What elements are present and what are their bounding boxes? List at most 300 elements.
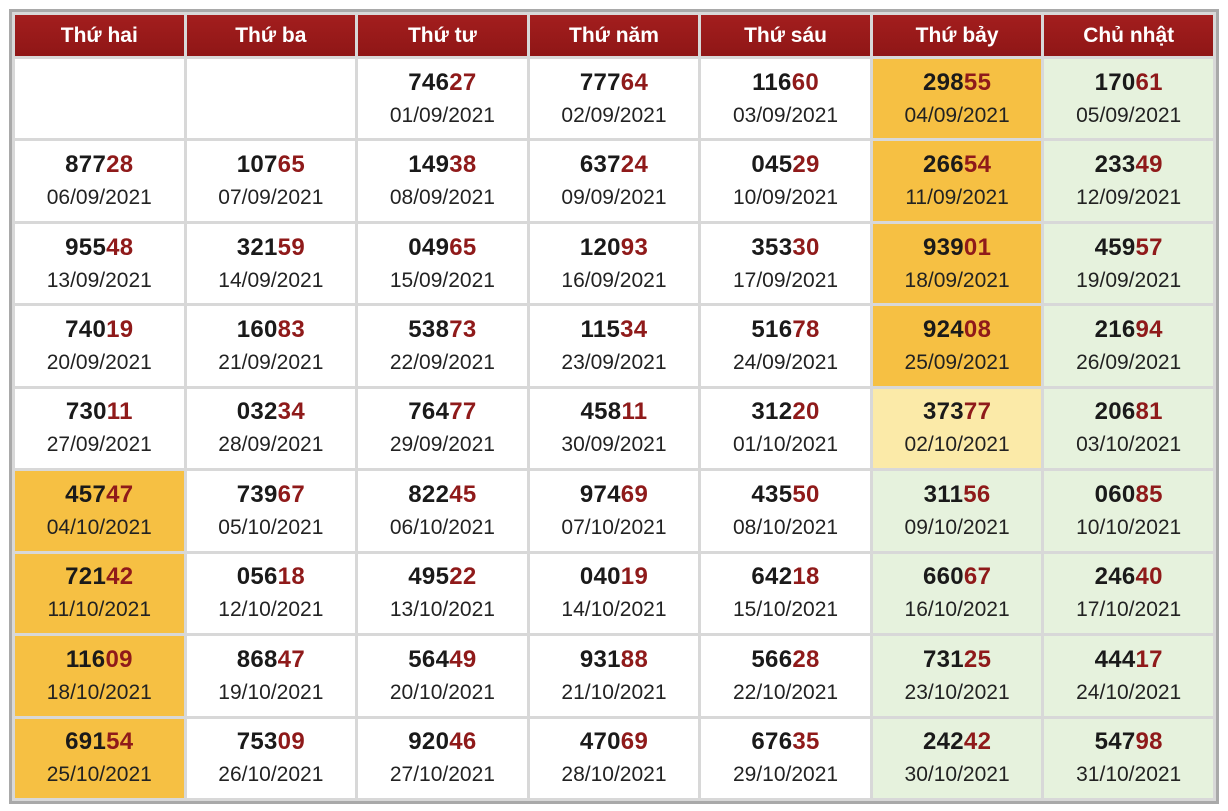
day-cell bbox=[1044, 389, 1213, 468]
calendar-body bbox=[15, 59, 1213, 798]
result-tail-digits: 83 bbox=[277, 316, 305, 344]
result-tail-digits: 47 bbox=[277, 645, 305, 673]
result-lead-digits: 730 bbox=[65, 398, 107, 426]
result-tail-digits: 24 bbox=[620, 151, 649, 179]
result-lead-digits: 564 bbox=[408, 645, 450, 673]
result-number bbox=[187, 563, 356, 591]
result-date: 29/10/2021 bbox=[732, 763, 839, 787]
result-tail-digits: 25 bbox=[963, 645, 992, 673]
result-date: 08/09/2021 bbox=[389, 186, 495, 210]
result-date: 24/09/2021 bbox=[732, 351, 839, 375]
result-date: 13/10/2021 bbox=[389, 598, 495, 622]
result-lead-digits: 547 bbox=[1094, 728, 1136, 756]
day-cell bbox=[873, 59, 1042, 138]
result-date: 18/10/2021 bbox=[46, 680, 152, 704]
week-row bbox=[15, 554, 1213, 633]
result-number bbox=[358, 563, 527, 591]
result-tail-digits: 11 bbox=[106, 398, 133, 426]
result-number bbox=[873, 646, 1042, 674]
result-date: 24/10/2021 bbox=[1076, 680, 1182, 704]
day-cell bbox=[701, 141, 870, 220]
result-lead-digits: 746 bbox=[408, 68, 450, 96]
day-cell bbox=[187, 306, 356, 385]
result-tail-digits: 28 bbox=[792, 645, 820, 673]
result-number bbox=[873, 728, 1042, 756]
result-tail-digits: 34 bbox=[277, 398, 305, 426]
result-tail-digits: 46 bbox=[449, 728, 477, 756]
result-lead-digits: 216 bbox=[1094, 316, 1136, 344]
result-tail-digits: 98 bbox=[1135, 728, 1163, 756]
result-tail-digits: 40 bbox=[1135, 563, 1163, 591]
header-wednesday: Thứ tư bbox=[358, 15, 527, 56]
result-lead-digits: 045 bbox=[751, 151, 793, 179]
result-date: 29/09/2021 bbox=[389, 433, 495, 457]
result-tail-digits: 19 bbox=[620, 563, 649, 591]
day-cell bbox=[1044, 636, 1213, 715]
result-number bbox=[187, 234, 356, 262]
header-tuesday: Thứ ba bbox=[187, 15, 356, 56]
result-tail-digits: 34 bbox=[620, 316, 648, 344]
result-date: 16/10/2021 bbox=[904, 598, 1010, 622]
result-lead-digits: 691 bbox=[65, 728, 107, 756]
day-cell bbox=[530, 719, 699, 799]
result-lead-digits: 566 bbox=[751, 645, 793, 673]
result-date: 30/09/2021 bbox=[561, 433, 667, 457]
result-tail-digits: 85 bbox=[1135, 480, 1163, 508]
result-lead-digits: 642 bbox=[751, 563, 793, 591]
result-lead-digits: 170 bbox=[1094, 68, 1136, 96]
result-lead-digits: 246 bbox=[1094, 563, 1136, 591]
result-date: 17/09/2021 bbox=[732, 268, 839, 292]
result-lead-digits: 149 bbox=[408, 151, 450, 179]
result-lead-digits: 660 bbox=[922, 563, 964, 591]
week-row bbox=[15, 224, 1213, 303]
result-lead-digits: 637 bbox=[579, 151, 621, 179]
result-lead-digits: 321 bbox=[236, 233, 278, 261]
day-cell bbox=[358, 141, 527, 220]
result-lead-digits: 868 bbox=[236, 645, 278, 673]
day-cell bbox=[187, 554, 356, 633]
result-date: 09/09/2021 bbox=[561, 186, 667, 210]
header-thursday: Thứ năm bbox=[530, 15, 699, 56]
result-tail-digits: 77 bbox=[449, 398, 477, 426]
result-number bbox=[1044, 728, 1213, 756]
result-date: 22/10/2021 bbox=[732, 680, 839, 704]
result-lead-digits: 160 bbox=[236, 316, 278, 344]
empty-day-cell bbox=[15, 59, 184, 138]
result-date: 22/09/2021 bbox=[389, 351, 495, 375]
result-lead-digits: 120 bbox=[579, 233, 621, 261]
result-number bbox=[1044, 316, 1213, 344]
result-date: 02/09/2021 bbox=[561, 103, 667, 127]
header-saturday: Thứ bảy bbox=[873, 15, 1042, 56]
result-tail-digits: 93 bbox=[620, 233, 649, 261]
day-cell bbox=[187, 636, 356, 715]
result-lead-digits: 298 bbox=[922, 68, 964, 96]
result-tail-digits: 18 bbox=[792, 563, 820, 591]
day-cell bbox=[530, 554, 699, 633]
result-lead-digits: 435 bbox=[751, 480, 793, 508]
result-number bbox=[358, 398, 527, 426]
result-lead-digits: 955 bbox=[65, 233, 107, 261]
result-number bbox=[873, 316, 1042, 344]
result-lead-digits: 458 bbox=[580, 398, 622, 426]
result-lead-digits: 266 bbox=[922, 151, 964, 179]
week-row bbox=[15, 59, 1213, 138]
result-number bbox=[873, 69, 1042, 97]
result-number bbox=[701, 481, 870, 509]
day-cell bbox=[701, 719, 870, 799]
result-tail-digits: 64 bbox=[620, 68, 649, 96]
result-date: 30/10/2021 bbox=[904, 763, 1010, 787]
result-tail-digits: 88 bbox=[620, 645, 649, 673]
result-tail-digits: 30 bbox=[792, 233, 820, 261]
result-number bbox=[701, 563, 870, 591]
day-cell bbox=[358, 389, 527, 468]
result-lead-digits: 242 bbox=[922, 728, 964, 756]
result-date: 26/10/2021 bbox=[218, 763, 324, 787]
result-tail-digits: 65 bbox=[449, 233, 477, 261]
result-tail-digits: 56 bbox=[963, 480, 991, 508]
result-number bbox=[530, 398, 699, 426]
day-cell bbox=[701, 389, 870, 468]
result-tail-digits: 35 bbox=[792, 728, 820, 756]
result-lead-digits: 373 bbox=[922, 398, 964, 426]
result-number bbox=[530, 481, 699, 509]
result-lead-digits: 740 bbox=[65, 316, 107, 344]
result-lead-digits: 753 bbox=[236, 728, 278, 756]
day-cell bbox=[530, 59, 699, 138]
result-lead-digits: 353 bbox=[751, 233, 793, 261]
result-date: 11/09/2021 bbox=[905, 186, 1009, 210]
result-tail-digits: 11 bbox=[621, 398, 648, 426]
result-date: 26/09/2021 bbox=[1076, 351, 1182, 375]
result-date: 05/10/2021 bbox=[218, 515, 324, 539]
result-number bbox=[15, 316, 184, 344]
result-number bbox=[530, 151, 699, 179]
result-tail-digits: 50 bbox=[792, 480, 820, 508]
result-lead-digits: 920 bbox=[408, 728, 450, 756]
day-cell bbox=[701, 59, 870, 138]
result-number bbox=[15, 728, 184, 756]
result-date: 05/09/2021 bbox=[1076, 103, 1182, 127]
result-tail-digits: 29 bbox=[792, 151, 820, 179]
result-lead-digits: 311 bbox=[923, 480, 964, 508]
day-cell bbox=[358, 719, 527, 799]
day-cell bbox=[1044, 554, 1213, 633]
result-lead-digits: 924 bbox=[922, 316, 964, 344]
result-date: 03/09/2021 bbox=[732, 103, 839, 127]
result-tail-digits: 48 bbox=[106, 233, 134, 261]
day-cell bbox=[187, 389, 356, 468]
week-row bbox=[15, 471, 1213, 550]
result-date: 23/09/2021 bbox=[561, 351, 667, 375]
result-date: 04/10/2021 bbox=[46, 515, 152, 539]
result-lead-digits: 115 bbox=[580, 316, 621, 344]
result-tail-digits: 67 bbox=[277, 480, 305, 508]
result-date: 07/10/2021 bbox=[561, 515, 667, 539]
result-number bbox=[358, 69, 527, 97]
result-tail-digits: 54 bbox=[963, 151, 992, 179]
week-row bbox=[15, 719, 1213, 799]
empty-day-cell bbox=[187, 59, 356, 138]
result-lead-digits: 495 bbox=[408, 563, 450, 591]
result-lead-digits: 457 bbox=[65, 480, 107, 508]
result-tail-digits: 45 bbox=[449, 480, 477, 508]
result-lead-digits: 822 bbox=[408, 480, 450, 508]
result-number bbox=[873, 234, 1042, 262]
day-cell bbox=[530, 224, 699, 303]
result-number bbox=[15, 646, 184, 674]
day-cell bbox=[358, 59, 527, 138]
day-cell bbox=[15, 141, 184, 220]
header-sunday: Chủ nhật bbox=[1044, 15, 1213, 56]
result-tail-digits: 09 bbox=[105, 645, 133, 673]
result-lead-digits: 470 bbox=[579, 728, 621, 756]
day-cell bbox=[358, 224, 527, 303]
result-date: 20/10/2021 bbox=[389, 680, 495, 704]
day-cell bbox=[1044, 306, 1213, 385]
result-number bbox=[530, 234, 699, 262]
result-date: 19/10/2021 bbox=[218, 680, 324, 704]
day-cell bbox=[187, 471, 356, 550]
result-date: 06/09/2021 bbox=[46, 186, 152, 210]
header-monday: Thứ hai bbox=[15, 15, 184, 56]
result-date: 28/09/2021 bbox=[218, 433, 324, 457]
result-date: 19/09/2021 bbox=[1076, 268, 1182, 292]
result-number bbox=[873, 481, 1042, 509]
result-number bbox=[1044, 398, 1213, 426]
result-tail-digits: 18 bbox=[277, 563, 305, 591]
result-date: 10/10/2021 bbox=[1076, 515, 1182, 539]
day-cell bbox=[701, 224, 870, 303]
result-tail-digits: 09 bbox=[277, 728, 305, 756]
result-number bbox=[187, 728, 356, 756]
result-date: 17/10/2021 bbox=[1076, 598, 1182, 622]
result-tail-digits: 69 bbox=[620, 728, 649, 756]
result-number bbox=[1044, 151, 1213, 179]
result-tail-digits: 78 bbox=[792, 316, 820, 344]
result-number bbox=[873, 398, 1042, 426]
result-date: 25/10/2021 bbox=[46, 763, 152, 787]
day-cell bbox=[15, 306, 184, 385]
result-lead-digits: 060 bbox=[1094, 480, 1136, 508]
result-number bbox=[358, 481, 527, 509]
day-cell bbox=[15, 636, 184, 715]
result-date: 31/10/2021 bbox=[1076, 763, 1182, 787]
header-friday: Thứ sáu bbox=[701, 15, 870, 56]
result-tail-digits: 77 bbox=[963, 398, 992, 426]
result-tail-digits: 60 bbox=[791, 68, 819, 96]
result-tail-digits: 73 bbox=[449, 316, 477, 344]
result-date: 21/10/2021 bbox=[561, 680, 667, 704]
result-date: 12/10/2021 bbox=[218, 598, 324, 622]
result-tail-digits: 19 bbox=[106, 316, 134, 344]
result-number bbox=[530, 563, 699, 591]
day-cell bbox=[358, 636, 527, 715]
week-row bbox=[15, 389, 1213, 468]
result-tail-digits: 01 bbox=[963, 233, 992, 261]
result-date: 23/10/2021 bbox=[904, 680, 1010, 704]
result-number bbox=[1044, 481, 1213, 509]
day-cell bbox=[15, 224, 184, 303]
result-number bbox=[187, 316, 356, 344]
day-cell bbox=[15, 719, 184, 799]
result-tail-digits: 08 bbox=[963, 316, 992, 344]
day-cell bbox=[873, 719, 1042, 799]
result-tail-digits: 69 bbox=[620, 480, 649, 508]
result-number bbox=[701, 151, 870, 179]
result-lead-digits: 939 bbox=[922, 233, 964, 261]
result-date: 16/09/2021 bbox=[561, 268, 667, 292]
result-tail-digits: 59 bbox=[277, 233, 305, 261]
result-date: 14/10/2021 bbox=[561, 598, 667, 622]
weekday-header-row bbox=[15, 15, 1213, 56]
result-tail-digits: 27 bbox=[449, 68, 477, 96]
result-tail-digits: 17 bbox=[1135, 645, 1163, 673]
result-date: 20/09/2021 bbox=[46, 351, 152, 375]
result-date: 27/10/2021 bbox=[389, 763, 495, 787]
result-date: 01/10/2021 bbox=[732, 433, 839, 457]
result-number bbox=[873, 151, 1042, 179]
result-date: 21/09/2021 bbox=[218, 351, 324, 375]
result-tail-digits: 28 bbox=[106, 151, 134, 179]
result-lead-digits: 040 bbox=[579, 563, 621, 591]
result-tail-digits: 49 bbox=[1135, 151, 1163, 179]
result-tail-digits: 42 bbox=[963, 728, 992, 756]
result-number bbox=[187, 398, 356, 426]
result-date: 07/09/2021 bbox=[218, 186, 324, 210]
result-lead-digits: 739 bbox=[236, 480, 278, 508]
day-cell bbox=[530, 471, 699, 550]
result-date: 14/09/2021 bbox=[218, 268, 324, 292]
day-cell bbox=[358, 554, 527, 633]
day-cell bbox=[1044, 141, 1213, 220]
day-cell bbox=[358, 471, 527, 550]
result-lead-digits: 731 bbox=[922, 645, 964, 673]
result-date: 15/09/2021 bbox=[389, 268, 495, 292]
result-date: 25/09/2021 bbox=[904, 351, 1010, 375]
result-lead-digits: 931 bbox=[579, 645, 621, 673]
result-lead-digits: 107 bbox=[236, 151, 278, 179]
result-number bbox=[358, 316, 527, 344]
result-number bbox=[187, 646, 356, 674]
day-cell bbox=[873, 636, 1042, 715]
result-number bbox=[530, 69, 699, 97]
day-cell bbox=[873, 306, 1042, 385]
result-tail-digits: 65 bbox=[277, 151, 305, 179]
result-date: 01/09/2021 bbox=[389, 103, 495, 127]
result-number bbox=[701, 398, 870, 426]
result-date: 02/10/2021 bbox=[904, 433, 1010, 457]
result-lead-digits: 056 bbox=[236, 563, 278, 591]
result-number bbox=[701, 646, 870, 674]
result-number bbox=[530, 728, 699, 756]
result-lead-digits: 032 bbox=[236, 398, 278, 426]
result-tail-digits: 61 bbox=[1135, 68, 1163, 96]
result-number bbox=[15, 481, 184, 509]
result-lead-digits: 459 bbox=[1094, 233, 1136, 261]
result-number bbox=[701, 316, 870, 344]
result-lead-digits: 116 bbox=[752, 68, 792, 96]
result-date: 08/10/2021 bbox=[732, 515, 839, 539]
result-date: 27/09/2021 bbox=[46, 433, 152, 457]
result-number bbox=[1044, 646, 1213, 674]
result-tail-digits: 47 bbox=[106, 480, 134, 508]
day-cell bbox=[530, 306, 699, 385]
result-lead-digits: 676 bbox=[751, 728, 793, 756]
week-row bbox=[15, 141, 1213, 220]
result-date: 03/10/2021 bbox=[1076, 433, 1182, 457]
day-cell bbox=[1044, 719, 1213, 799]
result-number bbox=[701, 69, 870, 97]
results-calendar-table bbox=[12, 12, 1216, 801]
day-cell bbox=[873, 141, 1042, 220]
day-cell bbox=[358, 306, 527, 385]
result-number bbox=[701, 234, 870, 262]
result-date: 11/10/2021 bbox=[47, 598, 152, 622]
day-cell bbox=[15, 471, 184, 550]
result-lead-digits: 764 bbox=[408, 398, 450, 426]
result-tail-digits: 55 bbox=[963, 68, 992, 96]
result-date: 13/09/2021 bbox=[46, 268, 152, 292]
result-number bbox=[187, 151, 356, 179]
result-tail-digits: 57 bbox=[1135, 233, 1163, 261]
day-cell bbox=[530, 389, 699, 468]
day-cell bbox=[15, 389, 184, 468]
week-row bbox=[15, 636, 1213, 715]
result-lead-digits: 312 bbox=[751, 398, 793, 426]
result-number bbox=[873, 563, 1042, 591]
result-lead-digits: 233 bbox=[1094, 151, 1136, 179]
result-tail-digits: 20 bbox=[792, 398, 820, 426]
week-row bbox=[15, 306, 1213, 385]
result-number bbox=[187, 481, 356, 509]
result-number bbox=[15, 398, 184, 426]
result-date: 04/09/2021 bbox=[904, 103, 1010, 127]
day-cell bbox=[187, 719, 356, 799]
day-cell bbox=[1044, 471, 1213, 550]
day-cell bbox=[873, 224, 1042, 303]
day-cell bbox=[530, 141, 699, 220]
result-date: 12/09/2021 bbox=[1076, 186, 1182, 210]
day-cell bbox=[873, 389, 1042, 468]
day-cell bbox=[873, 471, 1042, 550]
day-cell bbox=[701, 471, 870, 550]
result-lead-digits: 206 bbox=[1094, 398, 1136, 426]
result-number bbox=[15, 563, 184, 591]
result-number bbox=[358, 646, 527, 674]
day-cell bbox=[1044, 224, 1213, 303]
result-date: 06/10/2021 bbox=[389, 515, 495, 539]
result-tail-digits: 94 bbox=[1135, 316, 1163, 344]
result-number bbox=[15, 234, 184, 262]
result-number bbox=[530, 316, 699, 344]
result-lead-digits: 974 bbox=[579, 480, 621, 508]
day-cell bbox=[701, 636, 870, 715]
result-number bbox=[701, 728, 870, 756]
result-tail-digits: 54 bbox=[106, 728, 134, 756]
day-cell bbox=[873, 554, 1042, 633]
result-lead-digits: 516 bbox=[751, 316, 793, 344]
result-lead-digits: 777 bbox=[579, 68, 621, 96]
result-number bbox=[1044, 234, 1213, 262]
result-date: 09/10/2021 bbox=[904, 515, 1010, 539]
result-tail-digits: 42 bbox=[106, 563, 134, 591]
result-date: 10/09/2021 bbox=[732, 186, 839, 210]
weekday-header bbox=[15, 15, 1213, 56]
results-calendar-frame bbox=[9, 9, 1219, 804]
